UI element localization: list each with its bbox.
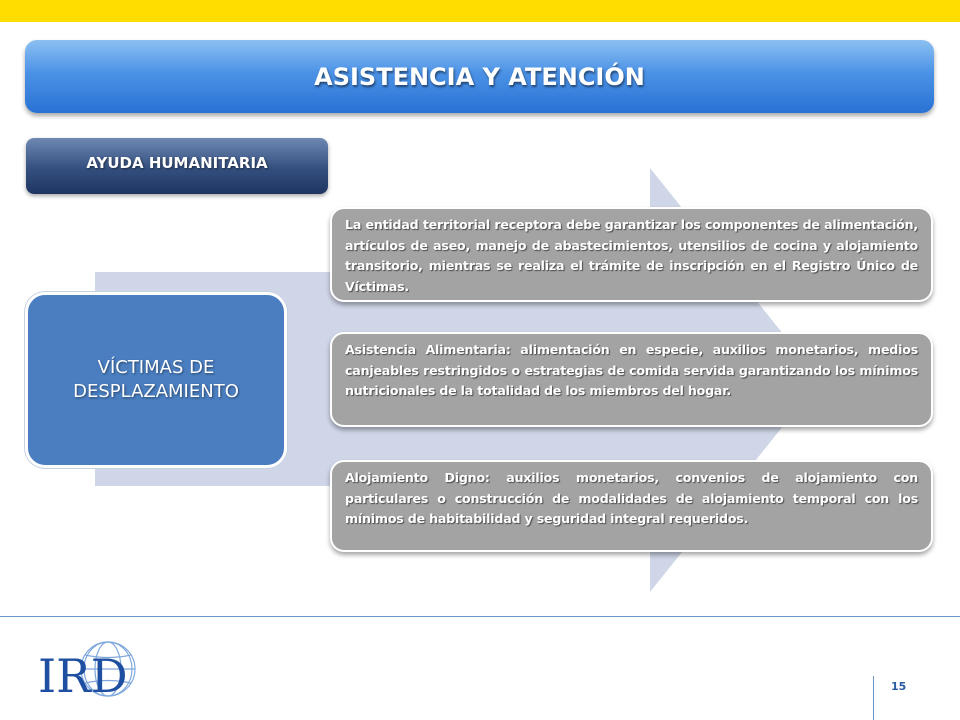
footer-vertical-divider [873,676,874,720]
info-card-text: La entidad territorial receptora debe garantizar los componentes de alimentación, artículos de aseo, manejo de abastecimientos, utensilios de cocina y alojamiento transitorio, mientras se realiza el trámite de inscripción en el Registro Único de Víctimas. [345,217,918,294]
ird-logo [38,640,142,698]
info-card [330,332,933,427]
page-number: 15 [891,680,907,693]
page-title: ASISTENCIA Y ATENCIÓN [314,62,645,91]
info-card [330,460,933,552]
info-card-text: Alojamiento Digno: auxilios monetarios, convenios de alojamiento con particulares o construcción de modalidades de alojamiento temporal con los mínimos de habitabilidad y seguridad integral requeridos. [345,470,918,526]
footer-divider-line [0,616,960,617]
section-subtitle: AYUDA HUMANITARIA [86,154,268,172]
center-box [25,292,287,468]
info-card [330,207,933,302]
info-card-text: Asistencia Alimentaria: alimentación en especie, auxilios monetarios, medios canjeables restringidos o estrategias de comida servida garantizando los mínimos nutricionales de la totalidad de los miembros del hogar. [345,342,918,398]
section-tab [26,138,328,194]
logo-text: IRD [38,649,128,698]
center-label: VÍCTIMAS DE DESPLAZAMIENTO [73,357,239,402]
